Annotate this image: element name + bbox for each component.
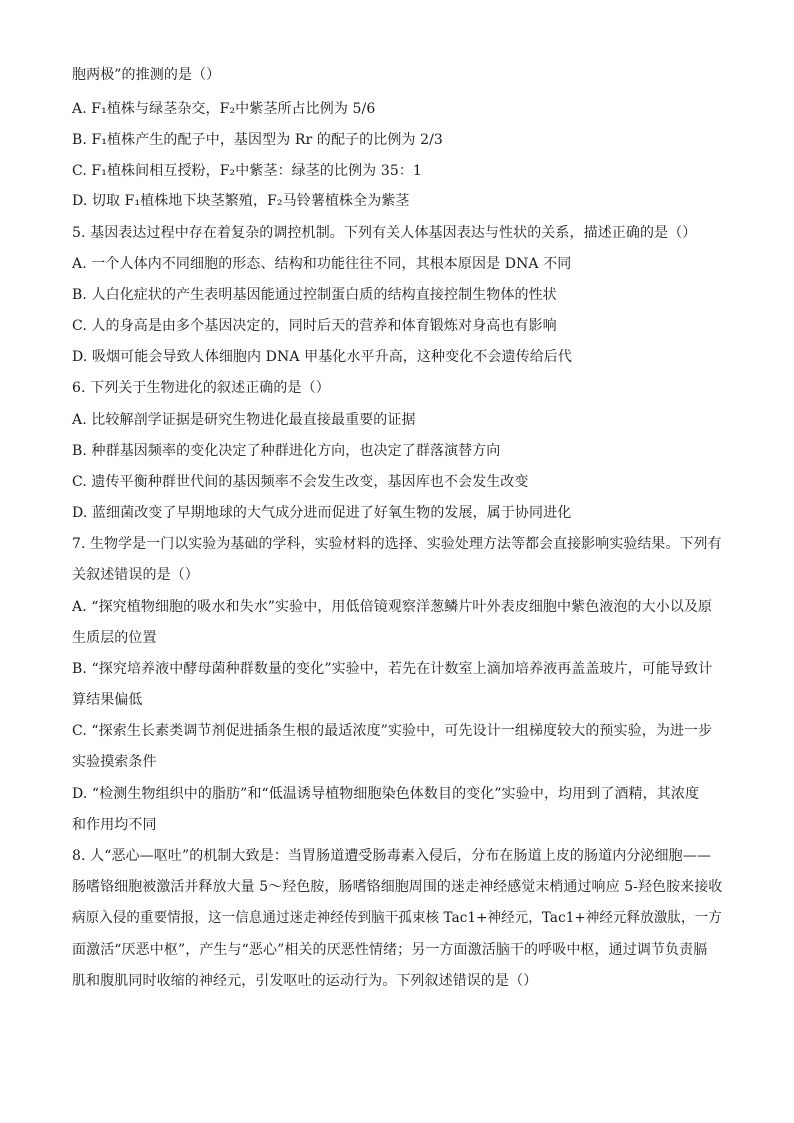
option-a: A. F₁植株与绿茎杂交，F₂中紫茎所占比例为 5/6 bbox=[72, 101, 376, 117]
text-line: 胞两极”的推测的是（） bbox=[72, 67, 221, 83]
text-line: 生质层的位置 bbox=[72, 630, 157, 646]
text-line: 肠嗜铬细胞被激活并释放大量 5～羟色胺，肠嗜铬细胞周围的迷走神经感觉末梢通过响应 5-羟色胺来接收 bbox=[72, 879, 723, 895]
text-line: 面激活“厌恶中枢”，产生与“恶心”相关的厌恶性情绪；另一方面激活脑干的呼吸中枢，通过调节负责膈 bbox=[72, 942, 708, 958]
option-c: C. 人的身高是由多个基因决定的，同时后天的营养和体育锻炼对身高也有影响 bbox=[72, 318, 557, 334]
option-c: C. “探索生长素类调节剂促进插条生根的最适浓度”实验中，可先设计一组梯度较大的预实验，为进一步 bbox=[72, 723, 713, 739]
text-line: 关叙述错误的是（） bbox=[72, 567, 199, 583]
option-b: B. F₁植株产生的配子中，基因型为 Rr 的配子的比例为 2/3 bbox=[72, 132, 443, 148]
text-line: 和作用均不同 bbox=[72, 817, 157, 833]
text-line: 算结果偏低 bbox=[72, 692, 143, 708]
question-8: 8. 人“恶心—呕吐”的机制大致是：当胃肠道遭受肠毒素入侵后，分布在肠道上皮的肠道内分泌细胞—— bbox=[72, 848, 711, 864]
question-6: 6. 下列关于生物进化的叙述正确的是（） bbox=[72, 380, 330, 396]
text-line: 肌和腹肌同时收缩的神经元，引发呕吐的运动行为。下列叙述错误的是（） bbox=[72, 973, 538, 989]
option-d: D. “检测生物组织中的脂肪”和“低温诱导植物细胞染色体数目的变化”实验中，均用到了酒精，其浓度 bbox=[72, 786, 700, 802]
option-d: D. 吸烟可能会导致人体细胞内 DNA 甲基化水平升高，这种变化不会遗传给后代 bbox=[72, 349, 573, 365]
question-7: 7. 生物学是一门以实验为基础的学科，实验材料的选择、实验处理方法等都会直接影响实验结果。下列有 bbox=[72, 536, 722, 552]
text-line: 病原入侵的重要情报，这一信息通过迷走神经传到脑干孤束核 Tac1+神经元，Tac1+神经元释放激肽，一方 bbox=[72, 910, 722, 926]
text-line: 实验摸索条件 bbox=[72, 754, 157, 770]
question-5: 5. 基因表达过程中存在着复杂的调控机制。下列有关人体基因表达与性状的关系，描述正确的是（） bbox=[72, 225, 697, 241]
option-c: C. 遗传平衡种群世代间的基因频率不会发生改变，基因库也不会发生改变 bbox=[72, 474, 529, 490]
option-d: D. 蓝细菌改变了早期地球的大气成分进而促进了好氧生物的发展，属于协同进化 bbox=[72, 505, 572, 521]
option-d: D. 切取 F₁植株地下块茎繁殖，F₂马铃薯植株全为紫茎 bbox=[72, 193, 410, 209]
option-b: B. “探究培养液中酵母菌种群数量的变化”实验中，若先在计数室上滴加培养液再盖盖玻片，可能导致计 bbox=[72, 661, 713, 677]
option-a: A. 一个人体内不同细胞的形态、结构和功能往往不同，其根本原因是 DNA 不同 bbox=[72, 256, 572, 272]
option-a: A. 比较解剖学证据是研究生物进化最直接最重要的证据 bbox=[72, 412, 416, 428]
option-b: B. 种群基因频率的变化决定了种群进化方向，也决定了群落演替方向 bbox=[72, 443, 501, 459]
option-a: A. “探究植物细胞的吸水和失水”实验中，用低倍镜观察洋葱鳞片叶外表皮细胞中紫色液泡的大小以及原 bbox=[72, 599, 713, 615]
option-b: B. 人白化症状的产生表明基因能通过控制蛋白质的结构直接控制生物体的性状 bbox=[72, 287, 557, 303]
option-c: C. F₁植株间相互授粉，F₂中紫茎：绿茎的比例为 35：1 bbox=[72, 163, 422, 179]
